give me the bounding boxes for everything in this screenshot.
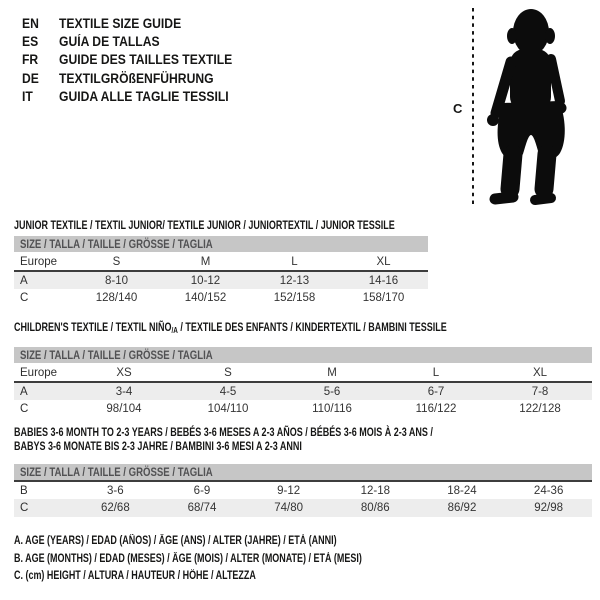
- language-row-fr: [22, 51, 252, 69]
- cell: 98/104: [106, 403, 142, 415]
- babies-title-text2: BABYS 3-6 MONATE BIS 2-3 JAHRE / BAMBINI 3-6 MESI A 2-3 ANNI: [14, 438, 302, 453]
- cell: 92/98: [505, 499, 592, 517]
- children-columns-row: [14, 364, 592, 382]
- cell: 14-16: [339, 271, 428, 289]
- size-col: M: [280, 364, 384, 382]
- size-header-text: SIZE / TALLA / TAILLE / GRÖSSE / TAGLIA: [20, 465, 213, 479]
- babies-height-row: [14, 499, 592, 517]
- cell: 24-36: [533, 484, 564, 497]
- language-label-en: [59, 16, 195, 31]
- cell: 6-7: [384, 382, 488, 400]
- junior-section-title: [14, 218, 522, 232]
- children-age-row: [14, 382, 592, 400]
- babies-size-header-row: [14, 464, 592, 481]
- row-label: C: [20, 403, 29, 415]
- language-row-en: [22, 14, 252, 32]
- cell: 80/86: [332, 499, 419, 517]
- cell: 6-9: [193, 484, 211, 497]
- language-label-text: GUIDA ALLE TAGLIE TESSILI: [59, 89, 229, 105]
- language-code-en: [22, 16, 59, 31]
- cell: 158/170: [362, 292, 405, 304]
- language-row-es: [22, 32, 252, 50]
- note-text: A. AGE (YEARS) / EDAD (AÑOS) / ÂGE (ANS) / ALTER (JAHRE) / ETÀ (ANNI): [14, 535, 337, 547]
- size-col: XS: [72, 364, 176, 382]
- language-code-text: DE: [22, 70, 39, 86]
- language-code-text: EN: [22, 15, 39, 31]
- junior-height-row: [14, 289, 428, 307]
- region-label: Europe: [14, 364, 72, 382]
- language-label-it: [59, 89, 248, 104]
- size-col: XL: [488, 364, 592, 382]
- cell: 18-24: [447, 484, 477, 497]
- language-code-es: [22, 34, 59, 49]
- language-row-it: [22, 88, 252, 106]
- children-title-sub: /A: [171, 325, 178, 335]
- cell: 116/122: [415, 403, 457, 415]
- row-label: B: [20, 484, 28, 497]
- language-label-text: GUÍA DE TALLAS: [59, 34, 160, 50]
- cell: 12-18: [360, 484, 390, 497]
- size-header-text: SIZE / TALLA / TAILLE / GRÖSSE / TAGLIA: [20, 348, 213, 362]
- language-code-de: [22, 71, 59, 86]
- cell: 62/68: [72, 499, 159, 517]
- language-label-text: TEXTILGRÖßENFÜHRUNG: [59, 70, 214, 86]
- language-code-text: IT: [22, 89, 33, 105]
- size-col: M: [161, 253, 250, 271]
- cell: 122/128: [519, 403, 561, 415]
- cell: 12-13: [250, 271, 339, 289]
- language-code-fr: [22, 52, 59, 67]
- row-label: A: [14, 382, 72, 400]
- language-header: [22, 14, 252, 106]
- babies-title-text1: BABIES 3-6 MONTH TO 2-3 YEARS / BEBÉS 3-6 MESES A 2-3 AÑOS / BÉBÉS 3-6 MOIS À 2-3 ANS /: [14, 425, 433, 439]
- babies-age-row: [14, 481, 592, 499]
- size-header-bar: [14, 236, 428, 253]
- babies-title-line1: [14, 425, 573, 439]
- cell: 9-12: [277, 484, 301, 497]
- junior-size-table: [14, 236, 428, 307]
- cell: 140/152: [184, 292, 227, 304]
- size-col: S: [72, 253, 161, 271]
- note-height-cm: [14, 570, 460, 588]
- row-label: C: [14, 499, 72, 517]
- cell: 110/116: [312, 403, 352, 415]
- cell: 74/80: [245, 499, 332, 517]
- row-label: C: [20, 292, 29, 304]
- note-text: C. (cm) HEIGHT / ALTURA / HAUTEUR / HÖHE / ALTEZZA: [14, 570, 256, 583]
- size-col: L: [250, 253, 339, 271]
- baby-height-figure: [445, 5, 600, 211]
- cell: 8-10: [72, 271, 161, 289]
- size-col: L: [384, 364, 488, 382]
- junior-age-row: [14, 271, 428, 289]
- babies-section-title: [14, 425, 573, 453]
- language-label-de: [59, 71, 231, 86]
- cell: 7-8: [488, 382, 592, 400]
- size-col: S: [176, 364, 280, 382]
- note-age-years: [14, 535, 460, 553]
- note-text: B. AGE (MONTHS) / EDAD (MESES) / ÂGE (MOIS) / ALTER (MONATE) / ETÀ (MESI): [14, 552, 362, 565]
- children-title-post: / TEXTILE DES ENFANTS / KINDERTEXTIL / BAMBINI TESSILE: [177, 320, 447, 334]
- language-code-text: FR: [22, 52, 39, 68]
- cell: 86/92: [419, 499, 506, 517]
- baby-silhouette-shape: [487, 9, 567, 200]
- cell: 4-5: [176, 382, 280, 400]
- language-code-it: [22, 89, 59, 104]
- note-age-months: [14, 553, 460, 571]
- children-height-row: [14, 400, 592, 418]
- babies-title-line2: [14, 439, 573, 453]
- cell: 104/110: [207, 403, 249, 415]
- children-title-text: [14, 320, 447, 335]
- language-label-text: GUIDE DES TAILLES TEXTILE: [59, 52, 233, 68]
- children-section-title: [14, 320, 591, 335]
- language-code-text: ES: [22, 34, 39, 50]
- cell: 3-6: [107, 484, 124, 497]
- language-row-de: [22, 69, 252, 87]
- cell: 68/74: [159, 499, 246, 517]
- children-size-table: [14, 347, 592, 418]
- children-size-header-row: [14, 347, 592, 364]
- size-header-text: SIZE / TALLA / TAILLE / GRÖSSE / TAGLIA: [20, 237, 213, 251]
- cell: 128/140: [95, 292, 138, 304]
- cell: 5-6: [280, 382, 384, 400]
- region-label: Europe: [14, 253, 72, 271]
- junior-size-header-row: [14, 236, 428, 253]
- baby-silhouette-icon: [445, 5, 600, 211]
- legend-notes: [14, 535, 460, 588]
- junior-columns-row: [14, 253, 428, 271]
- babies-size-table: [14, 464, 592, 517]
- language-label-es: [59, 34, 171, 49]
- language-label-text: TEXTILE SIZE GUIDE: [59, 15, 182, 31]
- size-col: XL: [339, 253, 428, 271]
- cell: 152/158: [273, 292, 316, 304]
- size-header-bar: [14, 347, 592, 364]
- cell: 3-4: [72, 382, 176, 400]
- junior-title-text: JUNIOR TEXTILE / TEXTIL JUNIOR/ TEXTILE JUNIOR / JUNIORTEXTIL / JUNIOR TESSILE: [14, 218, 395, 232]
- height-measure-label: C: [453, 101, 463, 116]
- row-label: A: [14, 271, 72, 289]
- language-label-fr: [59, 52, 252, 67]
- cell: 10-12: [161, 271, 250, 289]
- size-header-bar: [14, 464, 592, 481]
- children-title-pre: CHILDREN'S TEXTILE / TEXTIL NIÑO: [14, 320, 172, 334]
